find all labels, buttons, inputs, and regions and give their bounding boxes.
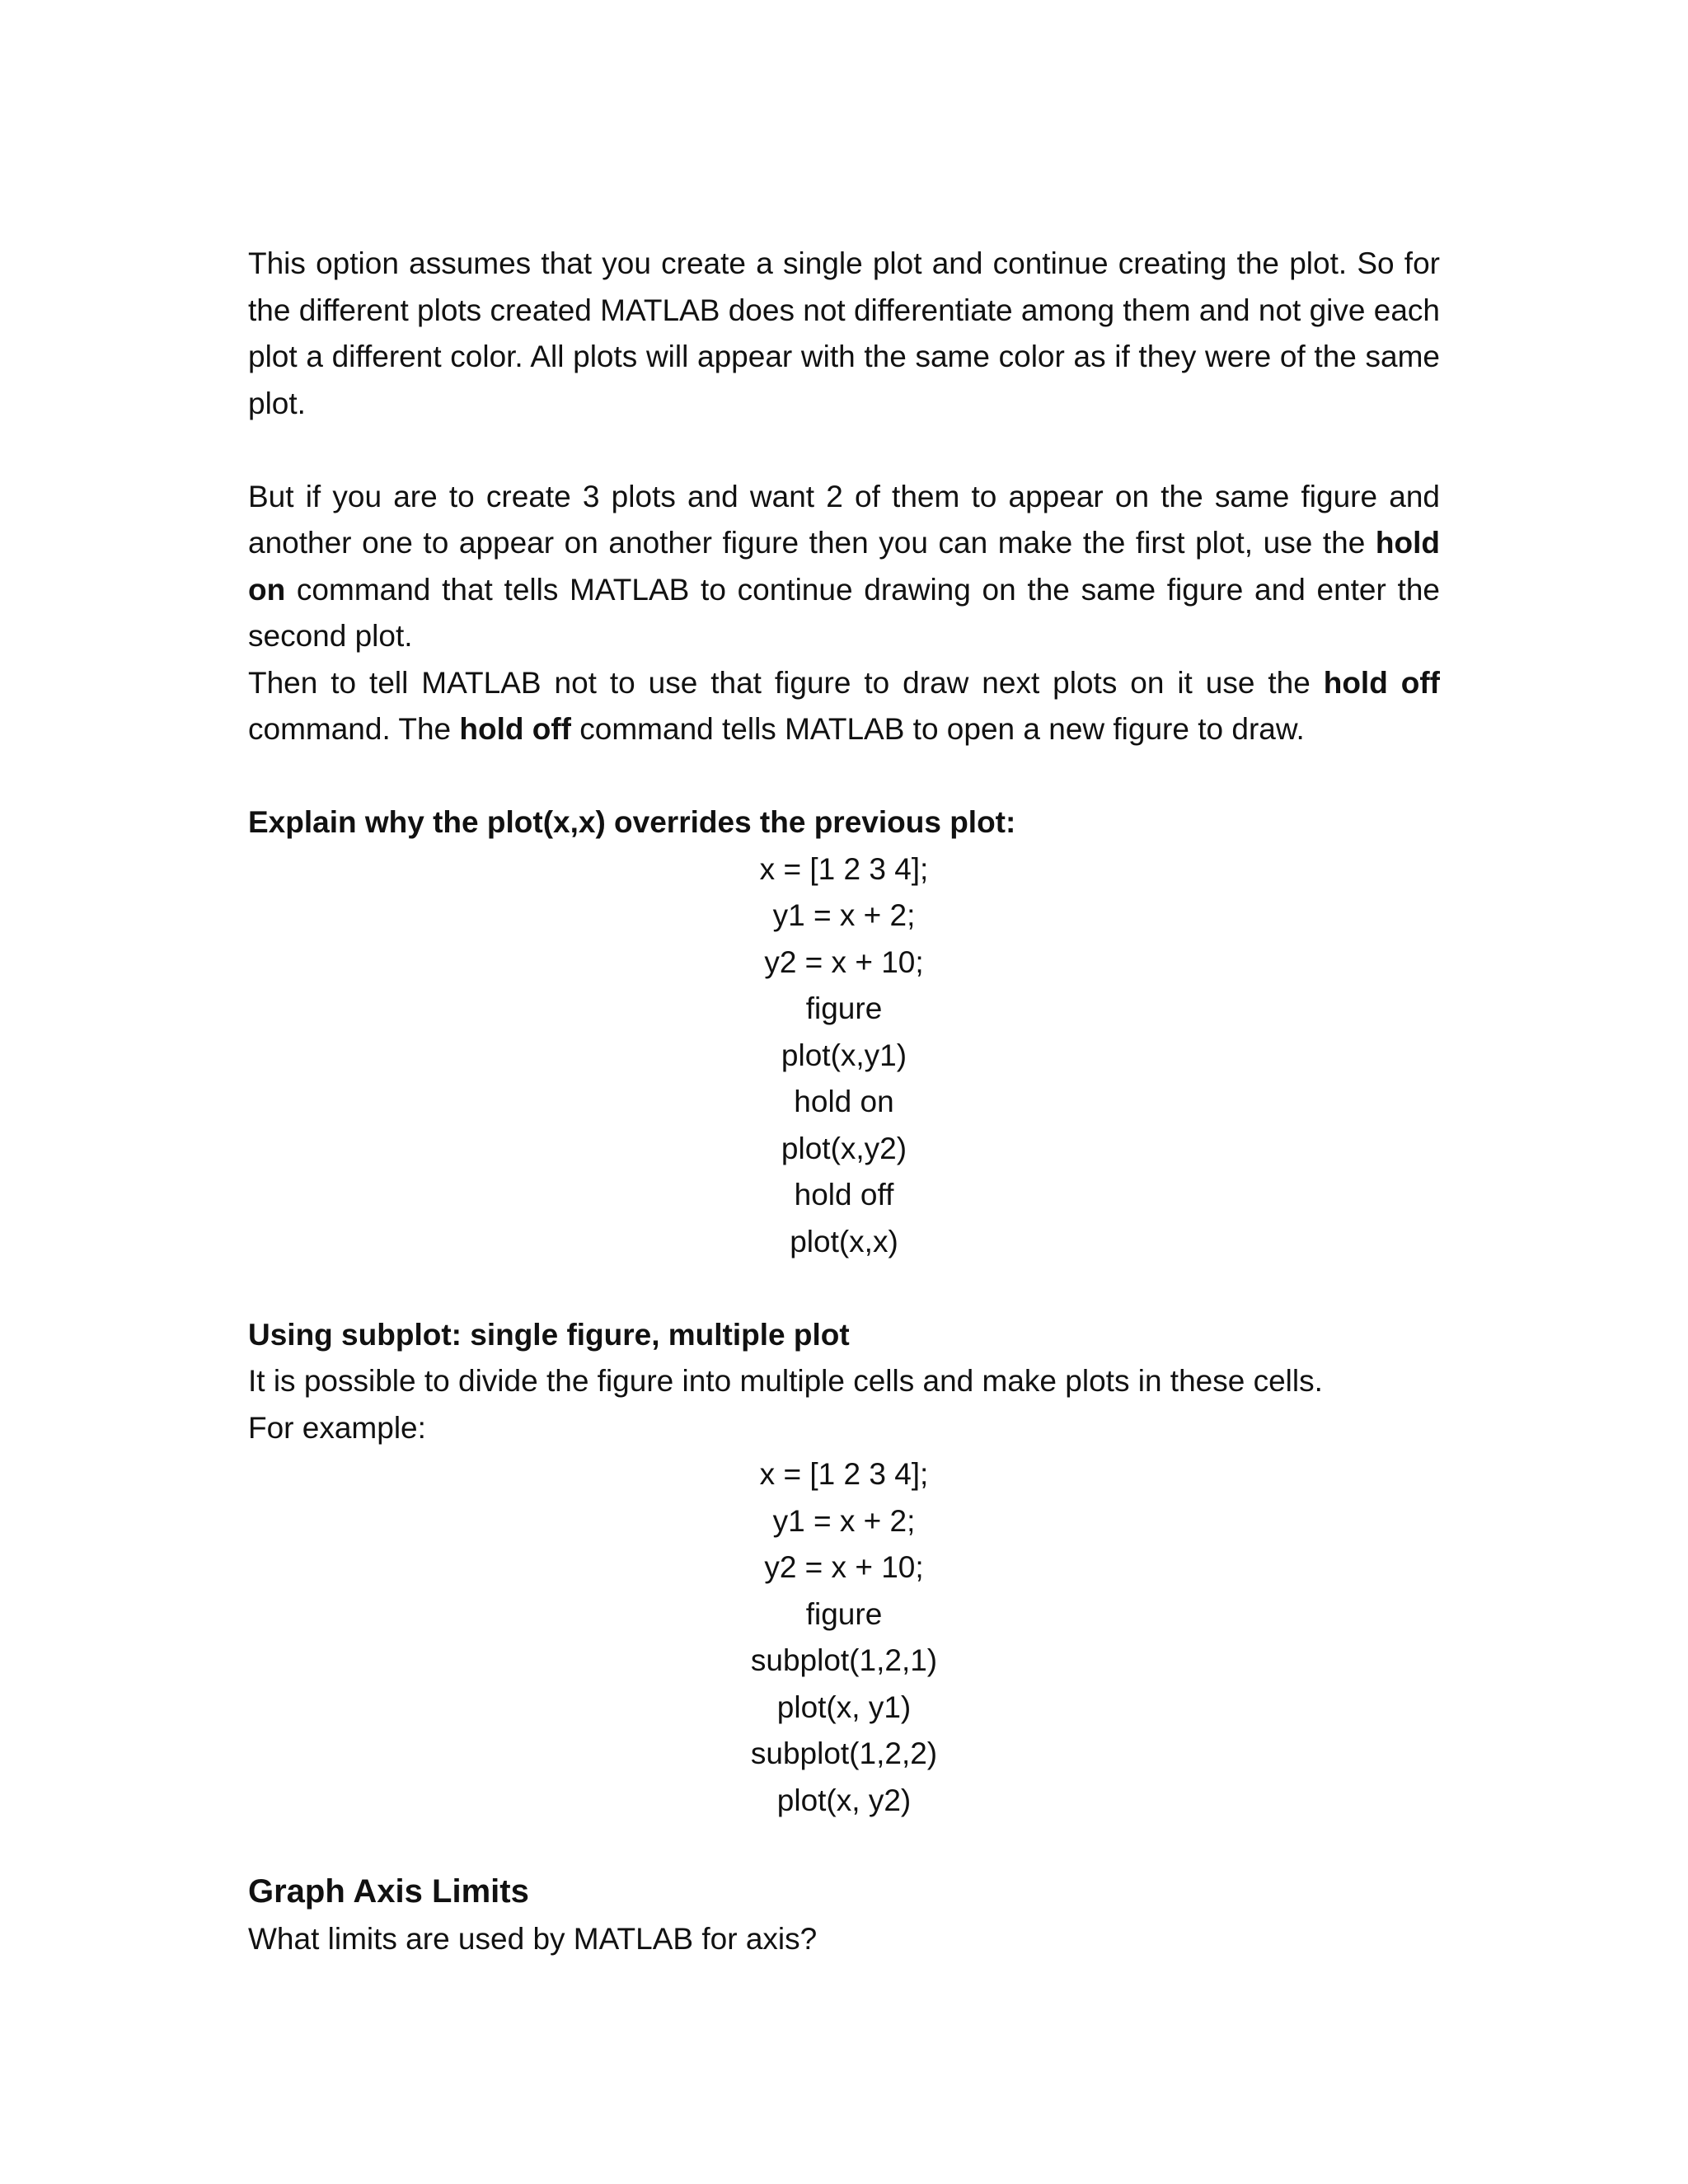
section-title-axis-limits: Graph Axis Limits bbox=[248, 1873, 529, 1910]
paragraph-hold-on bbox=[248, 474, 1440, 660]
code-line: figure bbox=[805, 991, 883, 1025]
code-line: subplot(1,2,2) bbox=[750, 1736, 938, 1770]
heading-subplot: Using subplot: single figure, multiple plot bbox=[248, 1317, 850, 1352]
paragraph-for-example: For example: bbox=[248, 1410, 426, 1445]
code-block-subplot bbox=[248, 1451, 1440, 1824]
code-line: x = [1 2 3 4]; bbox=[759, 1457, 929, 1491]
text-run: command. The bbox=[248, 712, 460, 746]
code-line: plot(x,y2) bbox=[781, 1131, 907, 1165]
code-line: hold off bbox=[794, 1178, 894, 1212]
code-line: y2 = x + 10; bbox=[764, 1550, 924, 1584]
text-run: But if you are to create 3 plots and want 2 of them to appear on the same figure and another one to appear on another figure then you can make the first plot, use the bbox=[248, 479, 1440, 560]
text-run: command that tells MATLAB to continue drawing on the same figure and enter the second plot. bbox=[248, 572, 1440, 653]
spacer bbox=[248, 753, 1440, 800]
code-line: figure bbox=[805, 1596, 883, 1631]
paragraph-axis-question: What limits are used by MATLAB for axis? bbox=[248, 1922, 818, 1956]
paragraph-hold-off bbox=[248, 660, 1440, 753]
bold-text-hold-off: hold off bbox=[1323, 665, 1440, 700]
code-line: plot(x,x) bbox=[790, 1224, 898, 1258]
code-block-hold bbox=[248, 846, 1440, 1266]
paragraph-subplot-intro: It is possible to divide the figure into multiple cells and make plots in these cells. bbox=[248, 1364, 1323, 1398]
code-line: plot(x, y1) bbox=[776, 1690, 912, 1724]
heading-explain-plot: Explain why the plot(x,x) overrides the previous plot: bbox=[248, 805, 1016, 839]
code-line: y1 = x + 2; bbox=[772, 898, 916, 932]
text-run: command tells MATLAB to open a new figure to draw. bbox=[571, 712, 1305, 746]
code-line: x = [1 2 3 4]; bbox=[759, 851, 929, 886]
bold-text-hold-on: hold on bbox=[248, 526, 1440, 607]
code-line: y2 = x + 10; bbox=[764, 944, 924, 979]
bold-text-hold-off: hold off bbox=[459, 712, 571, 746]
code-line: subplot(1,2,1) bbox=[750, 1643, 938, 1677]
spacer bbox=[248, 427, 1440, 474]
paragraph-hold-option: This option assumes that you create a single plot and continue creating the plot. So for the different plots created MATLAB does not differentiate among them and not give each plot a different color. All plots will appear with the same color as if they were of the same plot. bbox=[248, 246, 1440, 420]
code-line: plot(x, y2) bbox=[776, 1783, 912, 1817]
page-content bbox=[248, 241, 1440, 1963]
text-run: Then to tell MATLAB not to use that figure to draw next plots on it use the bbox=[248, 665, 1324, 700]
code-line: hold on bbox=[794, 1085, 894, 1118]
code-line: plot(x,y1) bbox=[781, 1038, 907, 1072]
spacer bbox=[248, 1265, 1440, 1312]
code-line: y1 = x + 2; bbox=[772, 1503, 916, 1538]
